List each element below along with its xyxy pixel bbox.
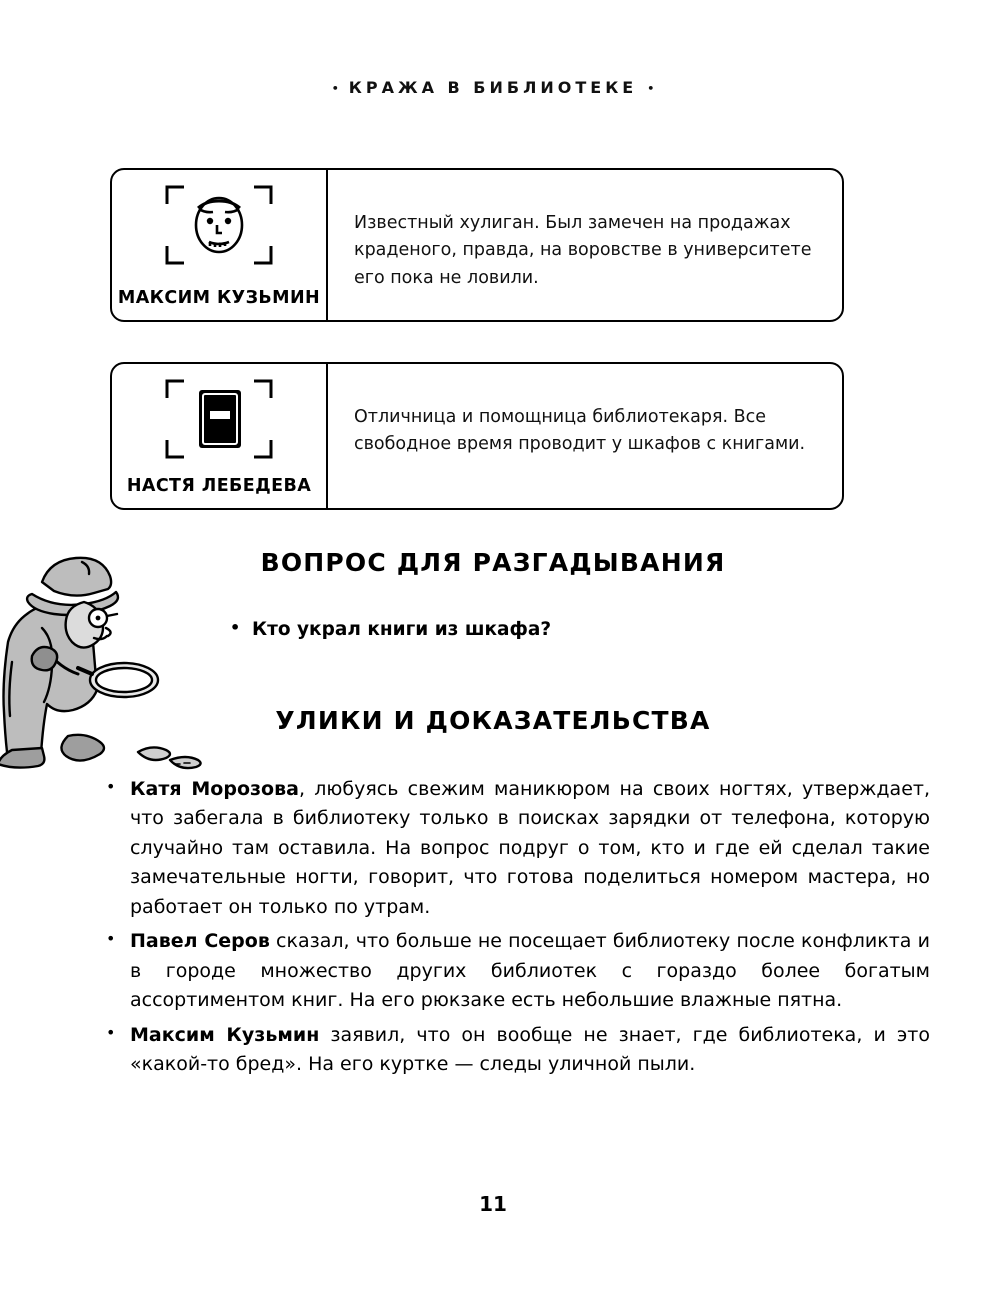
- evidence-text: , любуясь свежим маникюром на своих ногтях, утверждает, что забегала в библиотеку только в поисках зарядки от телефона, которую случайно там оставила. На вопрос подруг о том, кто и где ей сделал такие замечательные ногти, говорит, что готова поделиться номером мастера, но работает он только по утрам.: [130, 778, 930, 918]
- face-portrait-icon: [165, 184, 273, 266]
- running-head-left-dot: •: [331, 82, 339, 95]
- suspect-card-maxim: [110, 168, 844, 322]
- suspect-name: НАСТЯ ЛЕБЕДЕВА: [126, 476, 312, 496]
- running-head-title: КРАЖА В БИБЛИОТЕКЕ: [348, 78, 638, 97]
- suspect-card-left: [112, 364, 328, 508]
- book-portrait-icon: [165, 378, 273, 460]
- suspect-description: Известный хулиган. Был замечен на продажах краденого, правда, на воровстве в университете его пока не ловили.: [354, 212, 812, 288]
- evidence-list: [96, 775, 930, 1084]
- suspect-card-nastya: [110, 362, 844, 510]
- question-item: • Кто украл книги из шкафа?: [252, 616, 892, 644]
- evidence-suspect-name: Павел Серов: [130, 930, 270, 953]
- evidence-item: [130, 927, 930, 1015]
- question-section-heading: ВОПРОС ДЛЯ РАЗГАДЫВАНИЯ: [260, 548, 726, 577]
- suspect-description: Отличница и помощница библиотекаря. Все свободное время проводит у шкафов с книгами.: [354, 406, 806, 455]
- running-head: [0, 78, 986, 97]
- suspect-card-right: [328, 364, 842, 508]
- question-list: [228, 616, 892, 644]
- evidence-text: сказал, что больше не посещает библиотеку после конфликта и в городе множество других библиотек с гораздо более богатым ассортиментом книг. На его рюкзаке есть небольшие влажные пятна.: [130, 930, 930, 1012]
- page-number: 11: [479, 1192, 507, 1216]
- evidence-item: [130, 775, 930, 922]
- suspect-card-right: [328, 170, 842, 320]
- evidence-text: заявил, что он вообще не знает, где библиотека, и это «какой-то бред». На его куртке — следы уличной пыли.: [130, 1023, 930, 1075]
- evidence-section-heading: УЛИКИ И ДОКАЗАТЕЛЬСТВА: [275, 706, 711, 735]
- suspect-name: МАКСИМ КУЗЬМИН: [117, 288, 321, 308]
- evidence-item: [130, 1021, 930, 1080]
- suspect-card-left: [112, 170, 328, 320]
- running-head-right-dot: •: [647, 82, 655, 95]
- evidence-suspect-name: Максим Кузьмин: [130, 1023, 320, 1046]
- evidence-suspect-name: Катя Морозова: [130, 778, 299, 800]
